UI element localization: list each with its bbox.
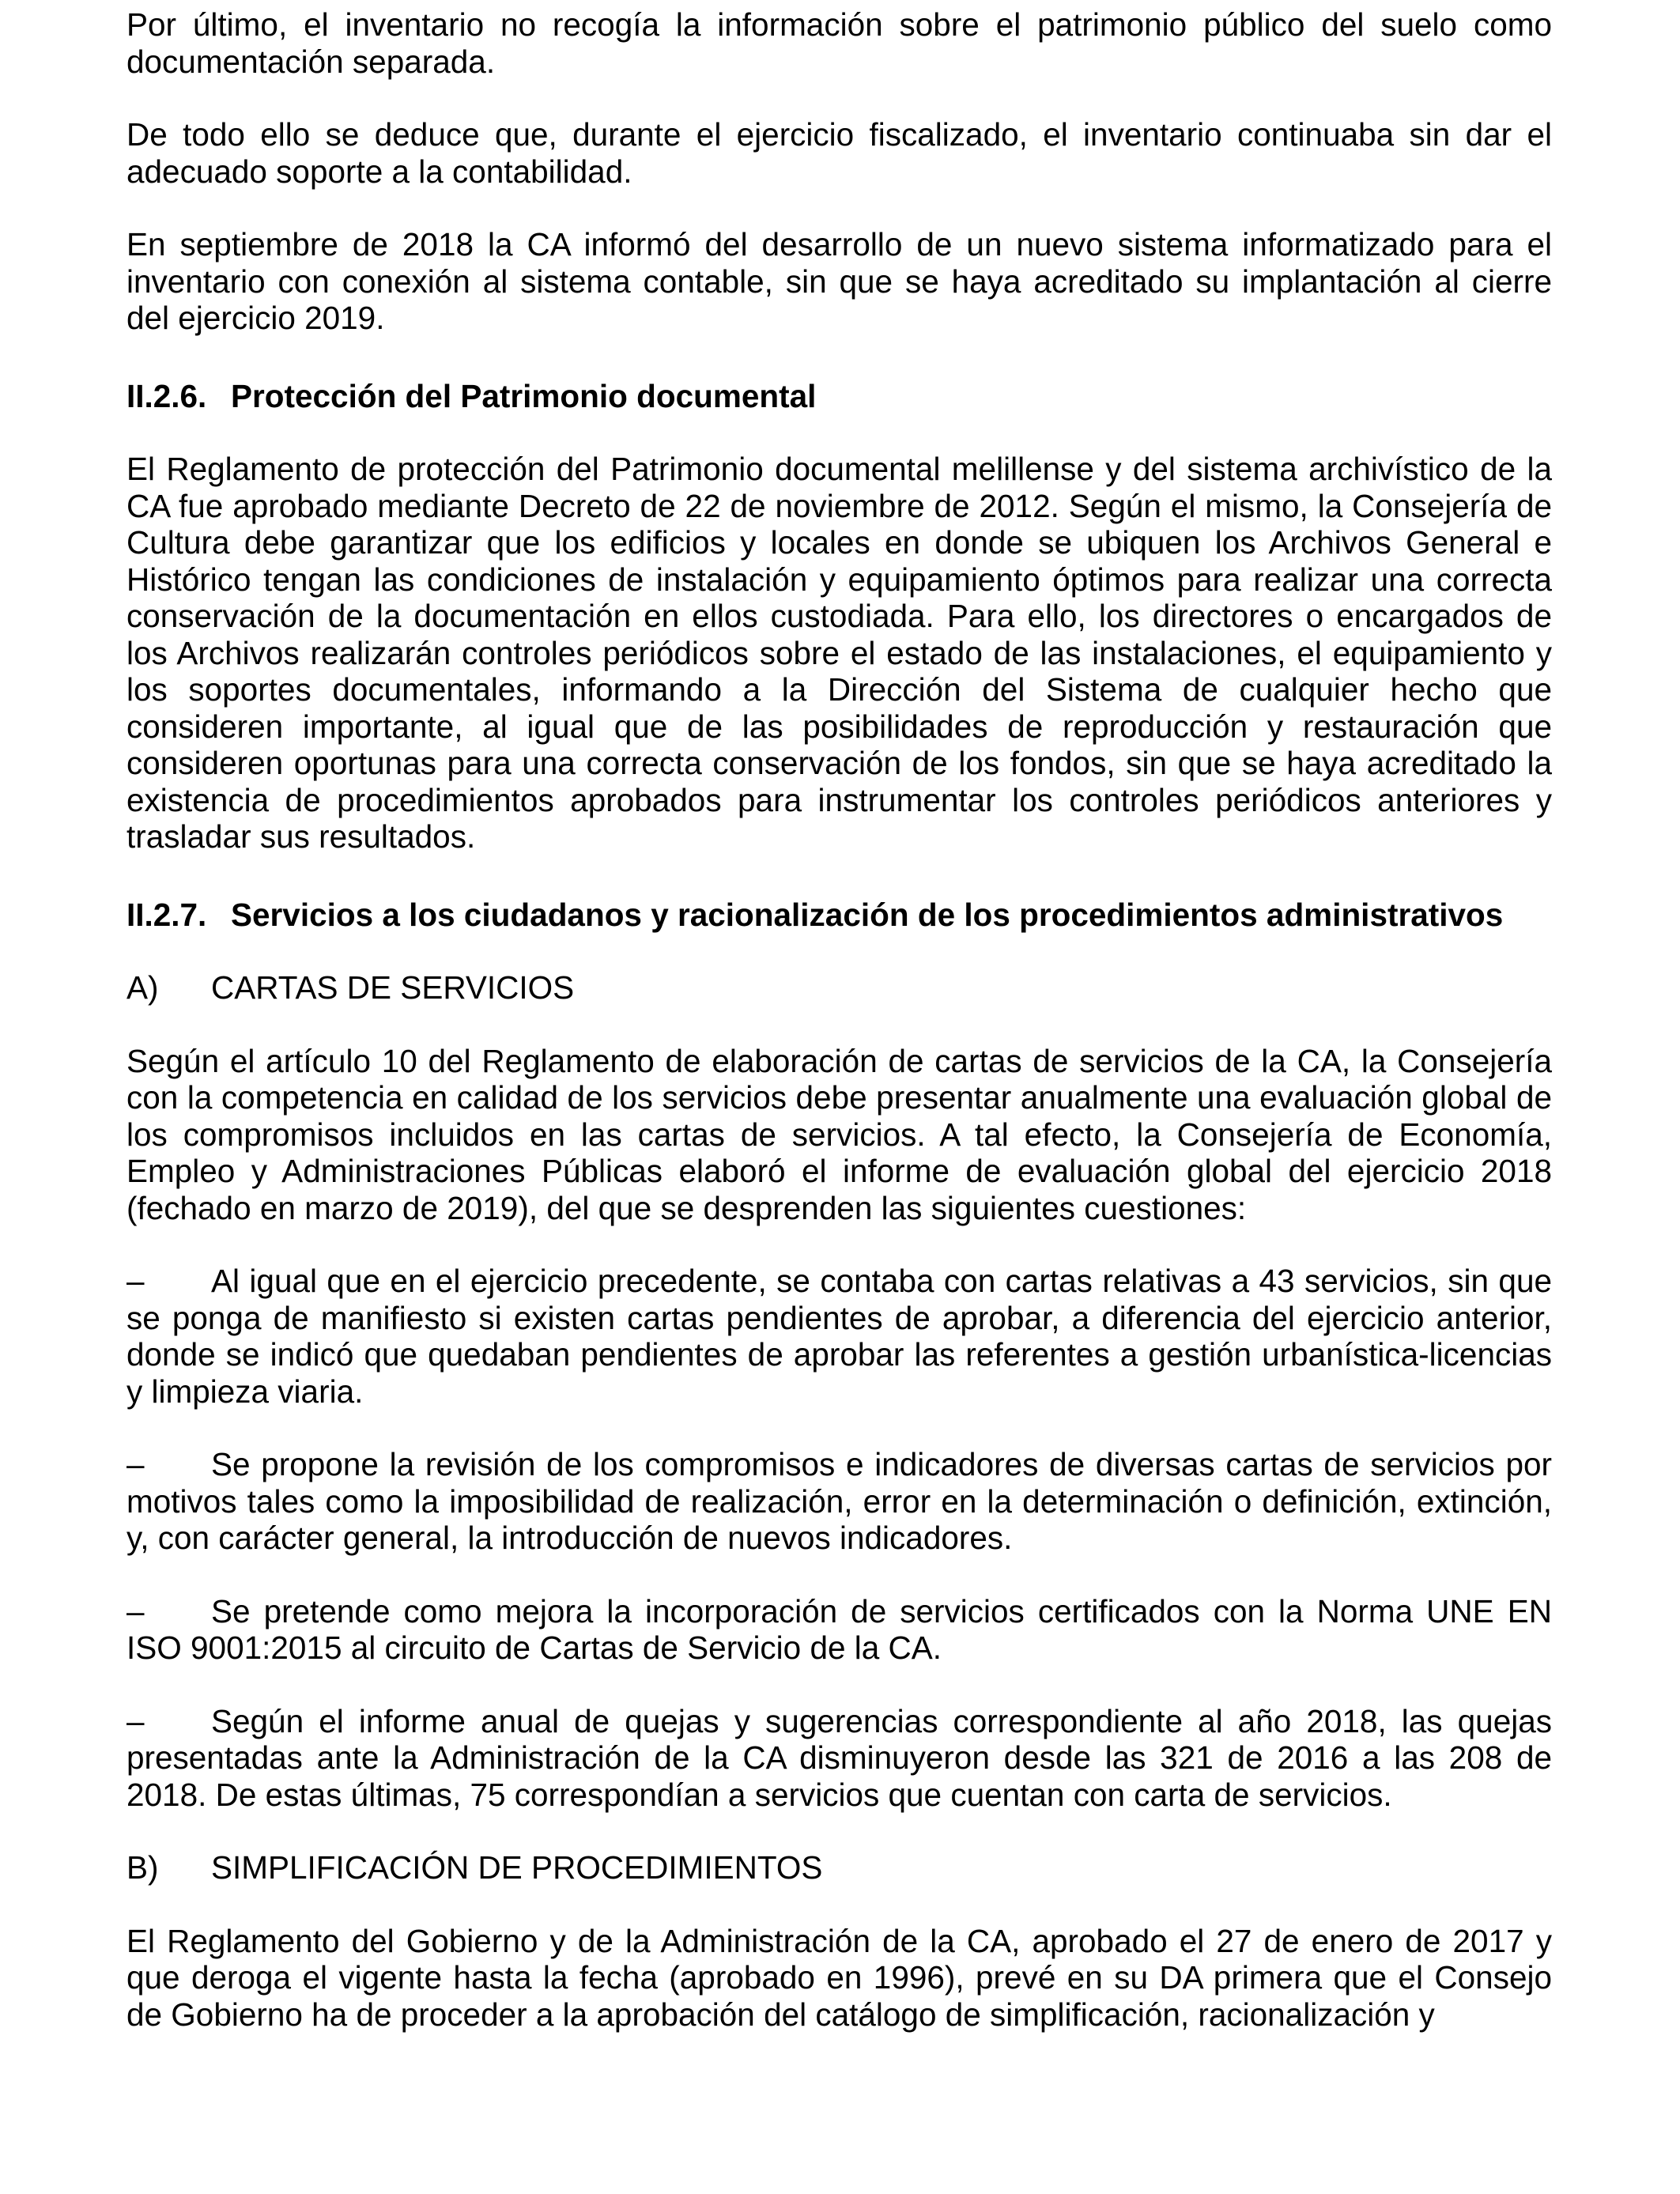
list-item-text: Al igual que en el ejercicio precedente, se contaba con cartas relativas a 43 servicios, sin que se ponga de manifiesto si existen cartas pendientes de aprobar, a diferencia del ejercicio anterior, donde se indicó que quedaban pendientes de aprobar las referentes a gestión urbanística-licencias y limpieza viaria. [126, 1263, 1552, 1410]
paragraph-inventory-soil: Por último, el inventario no recogía la información sobre el patrimonio público del suelo como documentación separada. [126, 6, 1552, 80]
section-title: Servicios a los ciudadanos y racionalización de los procedimientos administrativos [231, 896, 1504, 933]
subsection-title: SIMPLIFICACIÓN DE PROCEDIMIENTOS [211, 1849, 823, 1886]
paragraph-documental-heritage: El Reglamento de protección del Patrimonio documental melillense y del sistema archivístico de la CA fue aprobado mediante Decreto de 22 de noviembre de 2012. Según el mismo, la Consejería de Cultura debe garantizar que los edificios y locales en donde se ubiquen los Archivos General e Histórico tengan las condiciones de instalación y equipamiento óptimos para realizar una correcta conservación de la documentación en ellos custodiada. Para ello, los directores o encargados de los Archivos realizarán controles periódicos sobre el estado de las instalaciones, el equipamiento y los soportes documentales, informando a la Dirección del Sistema de cualquier hecho que consideren importante, al igual que de las posibilidades de reproducción y restauración que consideren oportunas para una correcta conservación de los fondos, sin que se haya acreditado la existencia de procedimientos aprobados para instrumentar los controles periódicos anteriores y trasladar sus resultados. [126, 451, 1552, 855]
dash-bullet: – [126, 1702, 145, 1739]
dash-bullet: – [126, 1263, 145, 1299]
subsection-letter: A) [126, 969, 159, 1006]
list-item-text: Se propone la revisión de los compromisos e indicadores de diversas cartas de servicios por motivos tales como la imposibilidad de realización, error en la determinación o definición, extinción, y, con carácter general, la introducción de nuevos indicadores. [126, 1446, 1552, 1556]
section-number: II.2.6. [126, 377, 207, 414]
subsection-title: CARTAS DE SERVICIOS [211, 969, 575, 1006]
subsection-letter: B) [126, 1849, 159, 1886]
list-item [126, 1446, 1552, 1557]
paragraph-inventory-conclusion: De todo ello se deduce que, durante el ejercicio fiscalizado, el inventario continuaba sin dar el adecuado soporte a la contabilidad. [126, 116, 1552, 190]
section-number: II.2.7. [126, 896, 207, 933]
dash-bullet: – [126, 1446, 145, 1482]
list-item-text: Según el informe anual de quejas y sugerencias correspondiente al año 2018, las quejas presentadas ante la Administración de la CA disminuyeron desde las 321 de 2016 a las 208 de 2018. De estas últimas, 75 correspondían a servicios que cuentan con carta de servicios. [126, 1702, 1552, 1813]
dash-bullet: – [126, 1592, 145, 1629]
section-heading-226 [126, 378, 1552, 415]
paragraph-service-charters-intro: Según el artículo 10 del Reglamento de elaboración de cartas de servicios de la CA, la Consejería con la competencia en calidad de los servicios debe presentar anualmente una evaluación global de los compromisos incluidos en las cartas de servicios. A tal efecto, la Consejería de Economía, Empleo y Administraciones Públicas elaboró el informe de evaluación global del ejercicio 2018 (fechado en marzo de 2019), del que se desprenden las siguientes cuestiones: [126, 1042, 1552, 1226]
list-item-text: Se pretende como mejora la incorporación de servicios certificados con la Norma UNE EN ISO 9001:2015 al circuito de Cartas de Servicio de la CA. [126, 1592, 1552, 1666]
section-title: Protección del Patrimonio documental [231, 377, 817, 414]
section-heading-227 [126, 897, 1552, 934]
paragraph-inventory-new-system: En septiembre de 2018 la CA informó del desarrollo de un nuevo sistema informatizado para el inventario con conexión al sistema contable, sin que se haya acreditado su implantación al cierre del ejercicio 2019. [126, 226, 1552, 336]
document-page [126, 6, 1552, 2033]
list-item [126, 1593, 1552, 1667]
subsection-label-b [126, 1849, 1552, 1886]
subsection-label-a [126, 969, 1552, 1006]
list-item [126, 1703, 1552, 1814]
list-item [126, 1263, 1552, 1410]
paragraph-simplification: El Reglamento del Gobierno y de la Administración de la CA, aprobado el 27 de enero de 2017 y que deroga el vigente hasta la fecha (aprobado en 1996), prevé en su DA primera que el Consejo de Gobierno ha de proceder a la aprobación del catálogo de simplificación, racionalización y [126, 1922, 1552, 2033]
